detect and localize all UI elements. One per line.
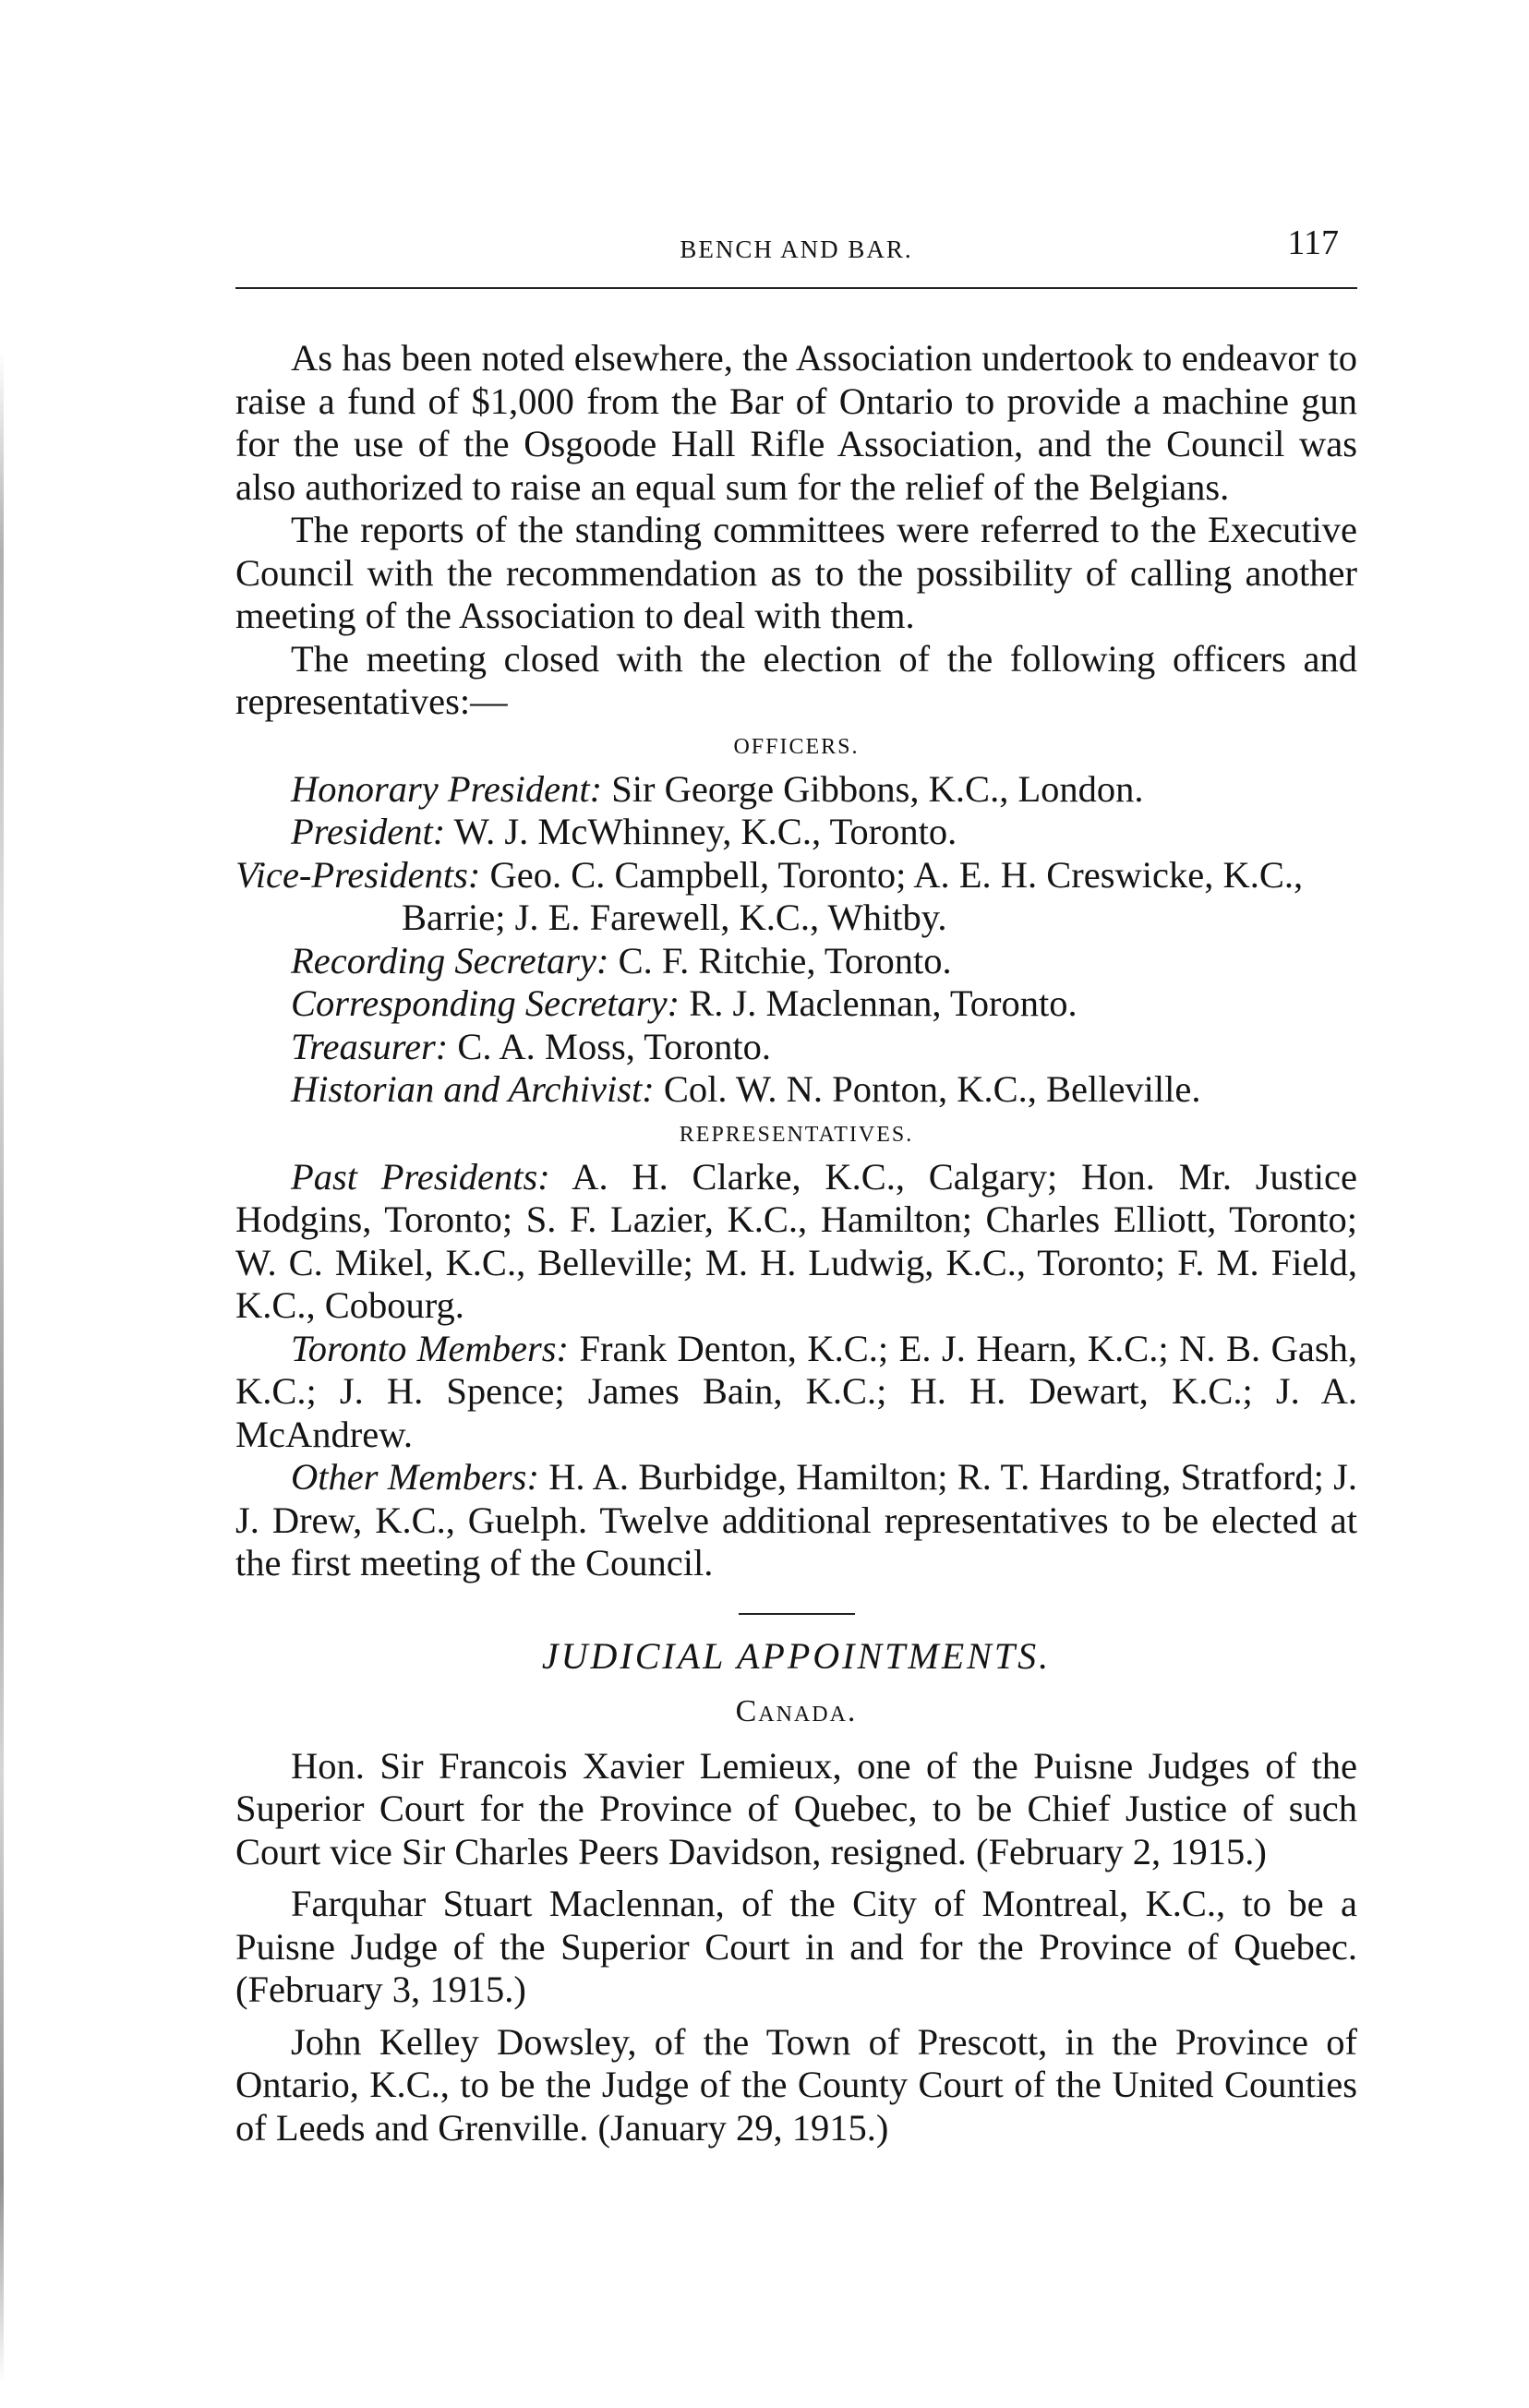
officer-role: Historian and Archivist:	[291, 1068, 655, 1110]
representative-entry	[235, 1456, 1357, 1585]
running-head	[235, 217, 1357, 300]
representative-names: H. A. Burbidge, Hamilton; R. T. Harding, Stratford; J. J. Drew, K.C., Guelph. Twelve additional representatives to be elected at the first meeting of the Council.	[235, 1456, 1357, 1583]
officer-name: Geo. C. Campbell, Toronto; A. E. H. Creswicke, K.C., Barrie; J. E. Farewell, K.C., Whitby.	[402, 853, 1304, 938]
officer-entry	[235, 854, 1357, 940]
officer-name: Col. W. N. Ponton, K.C., Belleville.	[663, 1068, 1201, 1110]
officer-role: Vice-Presidents:	[235, 853, 481, 896]
officer-entry	[235, 768, 1357, 812]
officer-entry	[235, 1026, 1357, 1069]
appointment-paragraph: Hon. Sir Francois Xavier Lemieux, one of the Puisne Judges of the Superior Court for the Province of Quebec, to be Chief Justice of such Court vice Sir Charles Peers Davidson, resigned. (February 2, 1915.)	[235, 1744, 1357, 1872]
representative-role: Other Members:	[291, 1456, 539, 1498]
representative-role: Toronto Members:	[291, 1327, 570, 1369]
representative-entry	[235, 1328, 1357, 1457]
officer-name: W. J. McWhinney, K.C., Toronto.	[453, 811, 957, 852]
page-number: 117	[1287, 223, 1339, 262]
officer-role: Recording Secretary:	[291, 939, 609, 981]
country-heading: Canada.	[735, 1694, 858, 1728]
representative-names: A. H. Clarke, K.C., Calgary; Hon. Mr. Justice Hodgins, Toronto; S. F. Lazier, K.C., Hamilton; Charles Elliott, Toronto; W. C. Mikel, K.C., Belleville; M. H. Ludwig, K.C., Toronto; F. M. Field, K.C., Cobourg.	[235, 1155, 1358, 1326]
officer-name: C. F. Ritchie, Toronto.	[618, 939, 952, 981]
section-title: JUDICIAL APPOINTMENTS.	[541, 1634, 1052, 1677]
running-title: BENCH AND BAR.	[680, 235, 913, 263]
officer-role: Treasurer:	[291, 1025, 449, 1067]
officer-entry	[235, 811, 1357, 854]
officer-name: C. A. Moss, Toronto.	[457, 1025, 772, 1067]
officer-role: Corresponding Secretary:	[291, 982, 680, 1024]
representative-names: Frank Denton, K.C.; E. J. Hearn, K.C.; N. B. Gash, K.C.; J. H. Spence; James Bain, K.C.; H. H. Dewart, K.C.; J. A. McAndrew.	[235, 1327, 1358, 1455]
officer-role: President:	[291, 811, 446, 852]
officer-name: R. J. Maclennan, Toronto.	[689, 982, 1078, 1024]
officer-role: Honorary President:	[291, 767, 603, 810]
officers-heading: OFFICERS.	[733, 734, 860, 759]
representative-entry	[235, 1156, 1357, 1328]
officer-entry	[235, 940, 1357, 983]
header-rule	[235, 287, 1357, 289]
officer-name: Sir George Gibbons, K.C., London.	[611, 767, 1144, 810]
appointment-paragraph: John Kelley Dowsley, of the Town of Prescott, in the Province of Ontario, K.C., to be the Judge of the County Court of the United Counties of Leeds and Grenville. (January 29, 1915.)	[235, 2020, 1357, 2149]
representative-role: Past Presidents:	[291, 1155, 550, 1198]
representatives-heading: REPRESENTATIVES.	[679, 1122, 914, 1147]
intro-paragraph: As has been noted elsewhere, the Association undertook to endeavor to raise a fund of $1,000 from the Bar of Ontario to provide a machine gun for the use of the Osgoode Hall Rifle Association, and the Council was also authorized to raise an equal sum for the relief of the Belgians.	[235, 337, 1357, 508]
appointment-paragraph: Farquhar Stuart Maclennan, of the City of Montreal, K.C., to be a Puisne Judge of the Superior Court in and for the Province of Quebec. (February 3, 1915.)	[235, 1883, 1357, 2010]
page-edge-shadow	[0, 351, 4, 2382]
intro-paragraph: The reports of the standing committees were referred to the Executive Council with the recommendation as to the possibility of calling another meeting of the Association to deal with them.	[235, 509, 1357, 636]
officer-entry	[235, 1068, 1357, 1112]
section-divider	[739, 1613, 855, 1615]
page-body	[235, 337, 1357, 2159]
officer-entry	[235, 982, 1357, 1026]
intro-paragraph: The meeting closed with the election of the following officers and representatives:—	[235, 637, 1357, 722]
